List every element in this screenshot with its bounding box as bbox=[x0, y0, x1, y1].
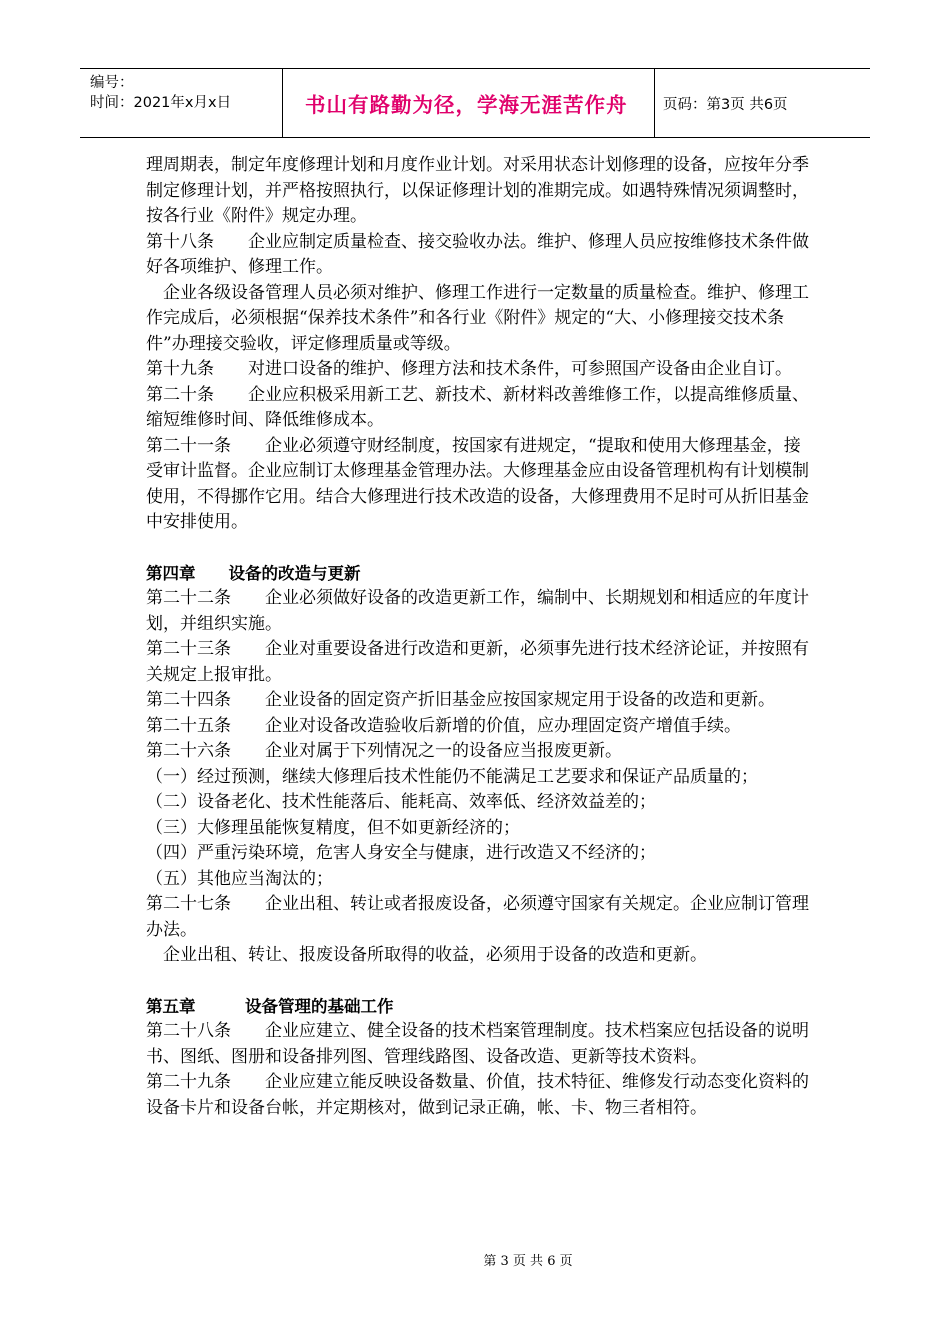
article-29: 第二十九条 企业应建立能反映设备数量、价值，技术特征、维修发行动态变化资料的设备卡片和设备台帐，并定期核对，做到记录正确，帐、卡、物三者相符。 bbox=[146, 1072, 809, 1118]
header-motto: 书山有路勤为径，学海无涯苦作舟 bbox=[283, 69, 655, 137]
article-18: 第十八条 企业应制定质量检查、接交验收办法。维护、修理人员应按维修技术条件做好各项维护、修理工作。 bbox=[146, 231, 809, 277]
article-22: 第二十二条 企业必须做好设备的改造更新工作，编制中、长期规划和相适应的年度计划，并组织实施。 bbox=[146, 588, 809, 634]
list-item: （四）严重污染环境，危害人身安全与健康，进行改造又不经济的； bbox=[146, 843, 656, 863]
article-23: 第二十三条 企业对重要设备进行改造和更新，必须事先进行技术经济论证，并按照有关规定上报审批。 bbox=[146, 639, 809, 685]
article-24: 第二十四条 企业设备的固定资产折旧基金应按国家规定用于设备的改造和更新。 bbox=[146, 690, 775, 710]
article-19: 第十九条 对进口设备的维护、修理方法和技术条件，可参照国产设备由企业自订。 bbox=[146, 359, 792, 379]
list-item: （五）其他应当淘汰的； bbox=[146, 868, 333, 889]
paragraph: 企业出租、转让、报废设备所取得的收益，必须用于设备的改造和更新。 bbox=[146, 945, 707, 965]
document-number: 编号： bbox=[90, 75, 134, 91]
article-26: 第二十六条 企业对属于下列情况之一的设备应当报废更新。 bbox=[146, 741, 622, 761]
article-21: 第二十一条 企业必须遵守财经制度，按国家有进规定，“提取和使用大修理基金，接受审计监督。企业应制订太修理基金管理办法。大修理基金应由设备管理机构有计划模制使用，不得挪作它用。结合大修理进行技术改造的设备，大修理费用不足时可从折旧基金中安排使用。 bbox=[146, 435, 809, 532]
article-25: 第二十五条 企业对设备改造验收后新增的价值，应办理固定资产增值手续。 bbox=[146, 715, 741, 736]
chapter-5-heading: 第五章 设备管理的基础工作 bbox=[146, 996, 394, 1016]
paragraph: 理周期表，制定年度修理计划和月度作业计划。对采用状态计划修理的设备，应按年分季制定修理计划，并严格按照执行，以保证修理计划的准期完成。如遇特殊情况须调整时，按各行业《附件》规定办理。 bbox=[146, 155, 809, 226]
header-meta bbox=[80, 69, 283, 137]
list-item: （二）设备老化、技术性能落后、能耗高、效率低、经济效益差的； bbox=[146, 792, 656, 812]
document-date: 时间：2021年x月x日 bbox=[90, 95, 232, 111]
list-item: （三）大修理虽能恢复精度，但不如更新经济的； bbox=[146, 817, 520, 838]
article-20: 第二十条 企业应积极采用新工艺、新技术、新材料改善维修工作，以提高维修质量、缩短维修时间、降低维修成本。 bbox=[146, 384, 809, 430]
document-body bbox=[146, 153, 816, 1121]
page-footer: 第 3 页 共 6 页 bbox=[483, 1254, 573, 1269]
article-28: 第二十八条 企业应建立、健全设备的技术档案管理制度。技术档案应包括设备的说明书、图纸、图册和设备排列图、管理线路图、设备改造、更新等技术资料。 bbox=[146, 1021, 809, 1067]
header-page-number: 页码：第3页 共6页 bbox=[663, 96, 788, 113]
page-header bbox=[80, 68, 870, 138]
paragraph: 企业各级设备管理人员必须对维护、修理工作进行一定数量的质量检查。维护、修理工作完成后，必须根据“保养技术条件”和各行业《附件》规定的“大、小修理接交技术条件”办理接交验收，评定修理质量或等级。 bbox=[146, 282, 809, 354]
list-item: （一）经过预测，继续大修理后技术性能仍不能满足工艺要求和保证产品质量的； bbox=[146, 766, 758, 787]
chapter-4-heading: 第四章 设备的改造与更新 bbox=[146, 563, 361, 583]
article-27: 第二十七条 企业出租、转让或者报废设备，必须遵守国家有关规定。企业应制订管理办法。 bbox=[146, 894, 809, 940]
